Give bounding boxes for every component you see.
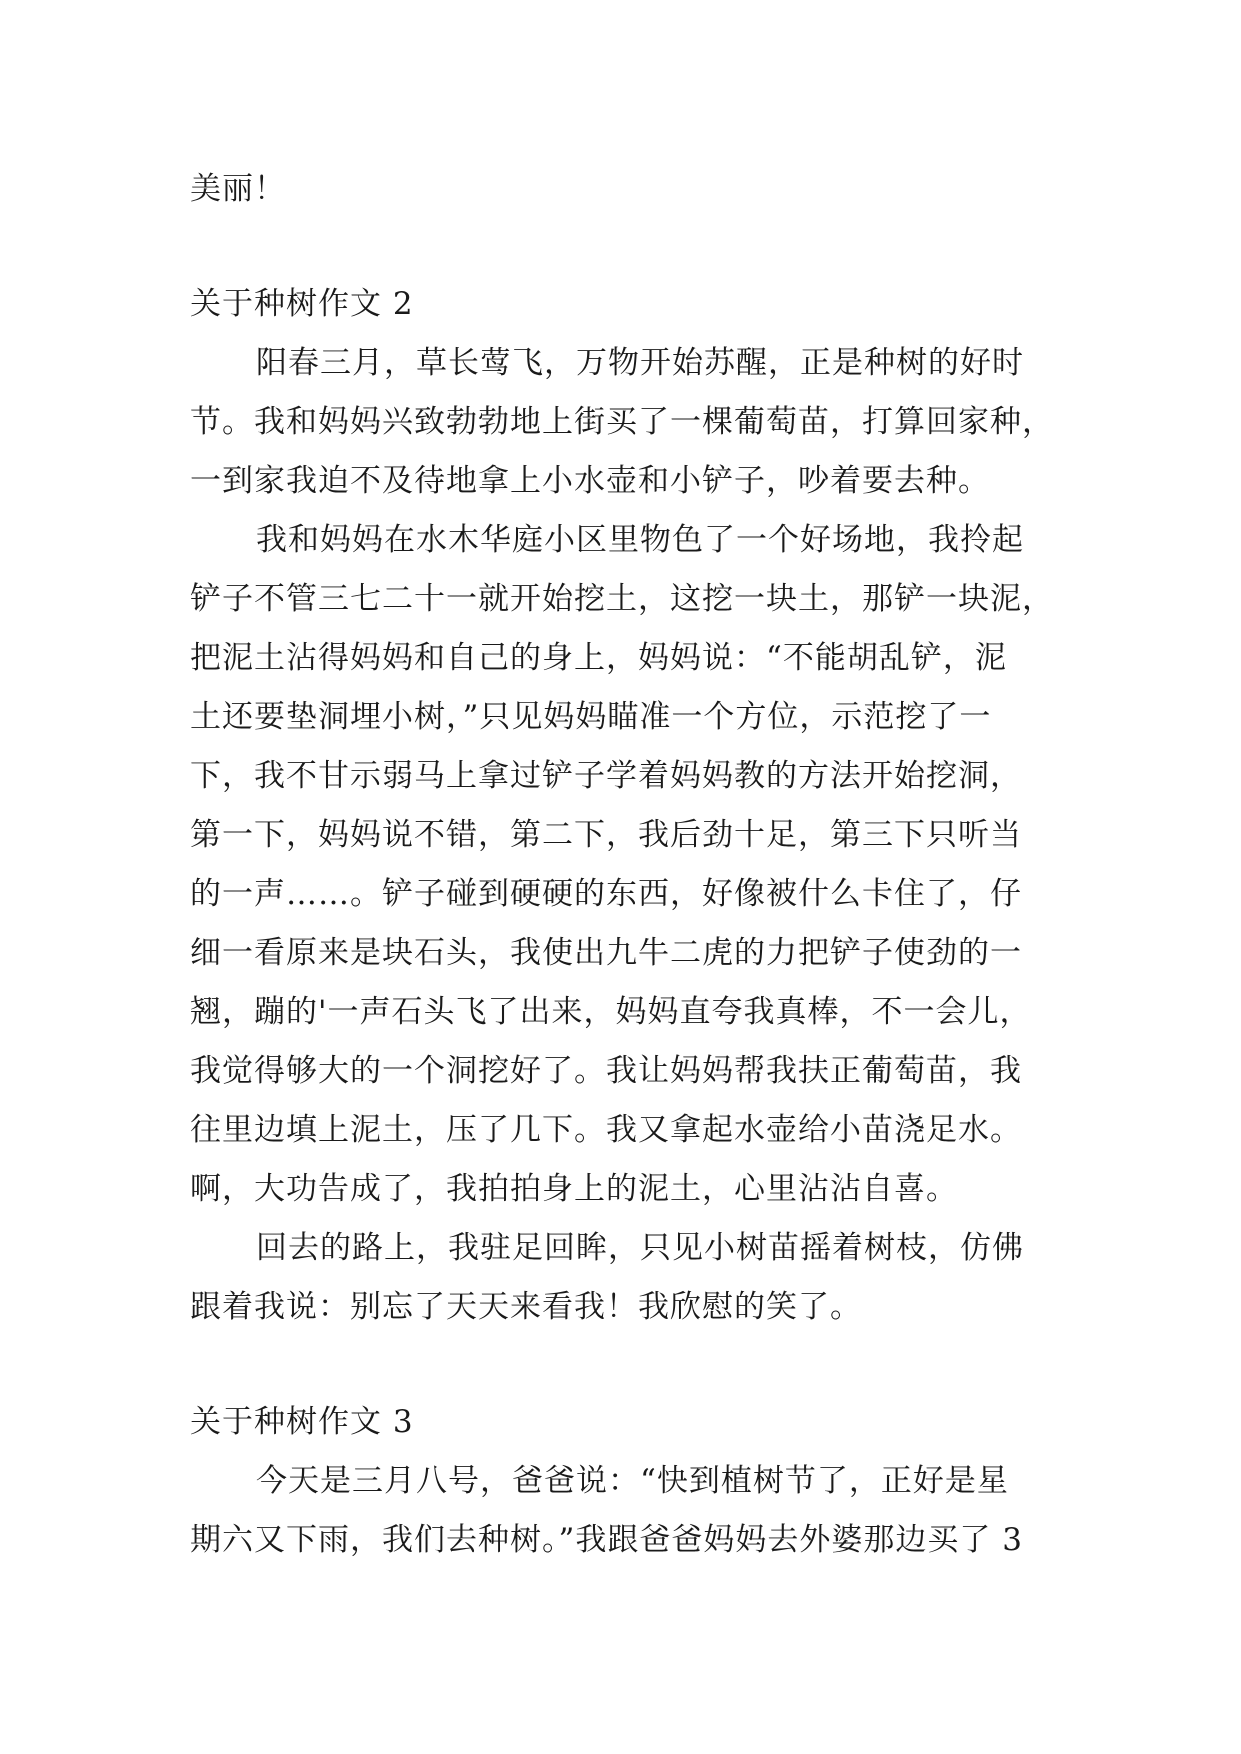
opening-line: 美丽！ — [190, 171, 286, 207]
paragraph-line: 翘，蹦的'一声石头飞了出来，妈妈直夸我真棒，不一会儿， — [190, 994, 1032, 1030]
section-gap — [190, 1337, 1070, 1393]
paragraph-line: 铲子不管三七二十一就开始挖土，这挖一块土，那铲一块泥， — [190, 581, 1054, 617]
paragraph-line: 跟着我说：别忘了天天来看我！我欣慰的笑了。 — [190, 1289, 862, 1325]
text-column — [190, 160, 1070, 1570]
paragraph-line: 把泥土沾得妈妈和自己的身上，妈妈说：“不能胡乱铲，泥 — [190, 640, 1007, 676]
paragraph-line: 我和妈妈在水木华庭小区里物色了一个好场地，我拎起 — [256, 522, 1024, 558]
paragraph-line: 第一下，妈妈说不错，第二下，我后劲十足，第三下只听当 — [190, 817, 1022, 853]
paragraph-line: 的一声……。铲子碰到硬硬的东西，好像被什么卡住了，仔 — [190, 876, 1022, 912]
paragraph-line: 土还要垫洞埋小树，”只见妈妈瞄准一个方位，示范挖了一 — [190, 699, 992, 735]
section-heading: 关于种树作文 2 — [190, 286, 414, 322]
paragraph-line: 我觉得够大的一个洞挖好了。我让妈妈帮我扶正葡萄苗，我 — [190, 1053, 1022, 1089]
paragraph-line: 阳春三月，草长莺飞，万物开始苏醒，正是种树的好时 — [256, 345, 1024, 381]
paragraph-line: 啊，大功告成了，我拍拍身上的泥土，心里沾沾自喜。 — [190, 1171, 958, 1207]
section-gap — [190, 219, 1070, 275]
paragraph-line: 回去的路上，我驻足回眸，只见小树苗摇着树枝，仿佛 — [256, 1230, 1024, 1266]
paragraph-line: 往里边填上泥土，压了几下。我又拿起水壶给小苗浇足水。 — [190, 1112, 1022, 1148]
paragraph-line: 节。我和妈妈兴致勃勃地上街买了一棵葡萄苗，打算回家种， — [190, 404, 1054, 440]
paragraph-line: 一到家我迫不及待地拿上小水壶和小铲子，吵着要去种。 — [190, 463, 990, 499]
paragraph-line: 细一看原来是块石头，我使出九牛二虎的力把铲子使劲的一 — [190, 935, 1022, 971]
paragraph-line: 下，我不甘示弱马上拿过铲子学着妈妈教的方法开始挖洞， — [190, 758, 1022, 794]
section-heading: 关于种树作文 3 — [190, 1404, 414, 1440]
paragraph-line: 今天是三月八号，爸爸说：“快到植树节了，正好是星 — [256, 1463, 1009, 1499]
paragraph-line: 期六又下雨，我们去种树。”我跟爸爸妈妈去外婆那边买了 3 — [190, 1522, 1023, 1558]
